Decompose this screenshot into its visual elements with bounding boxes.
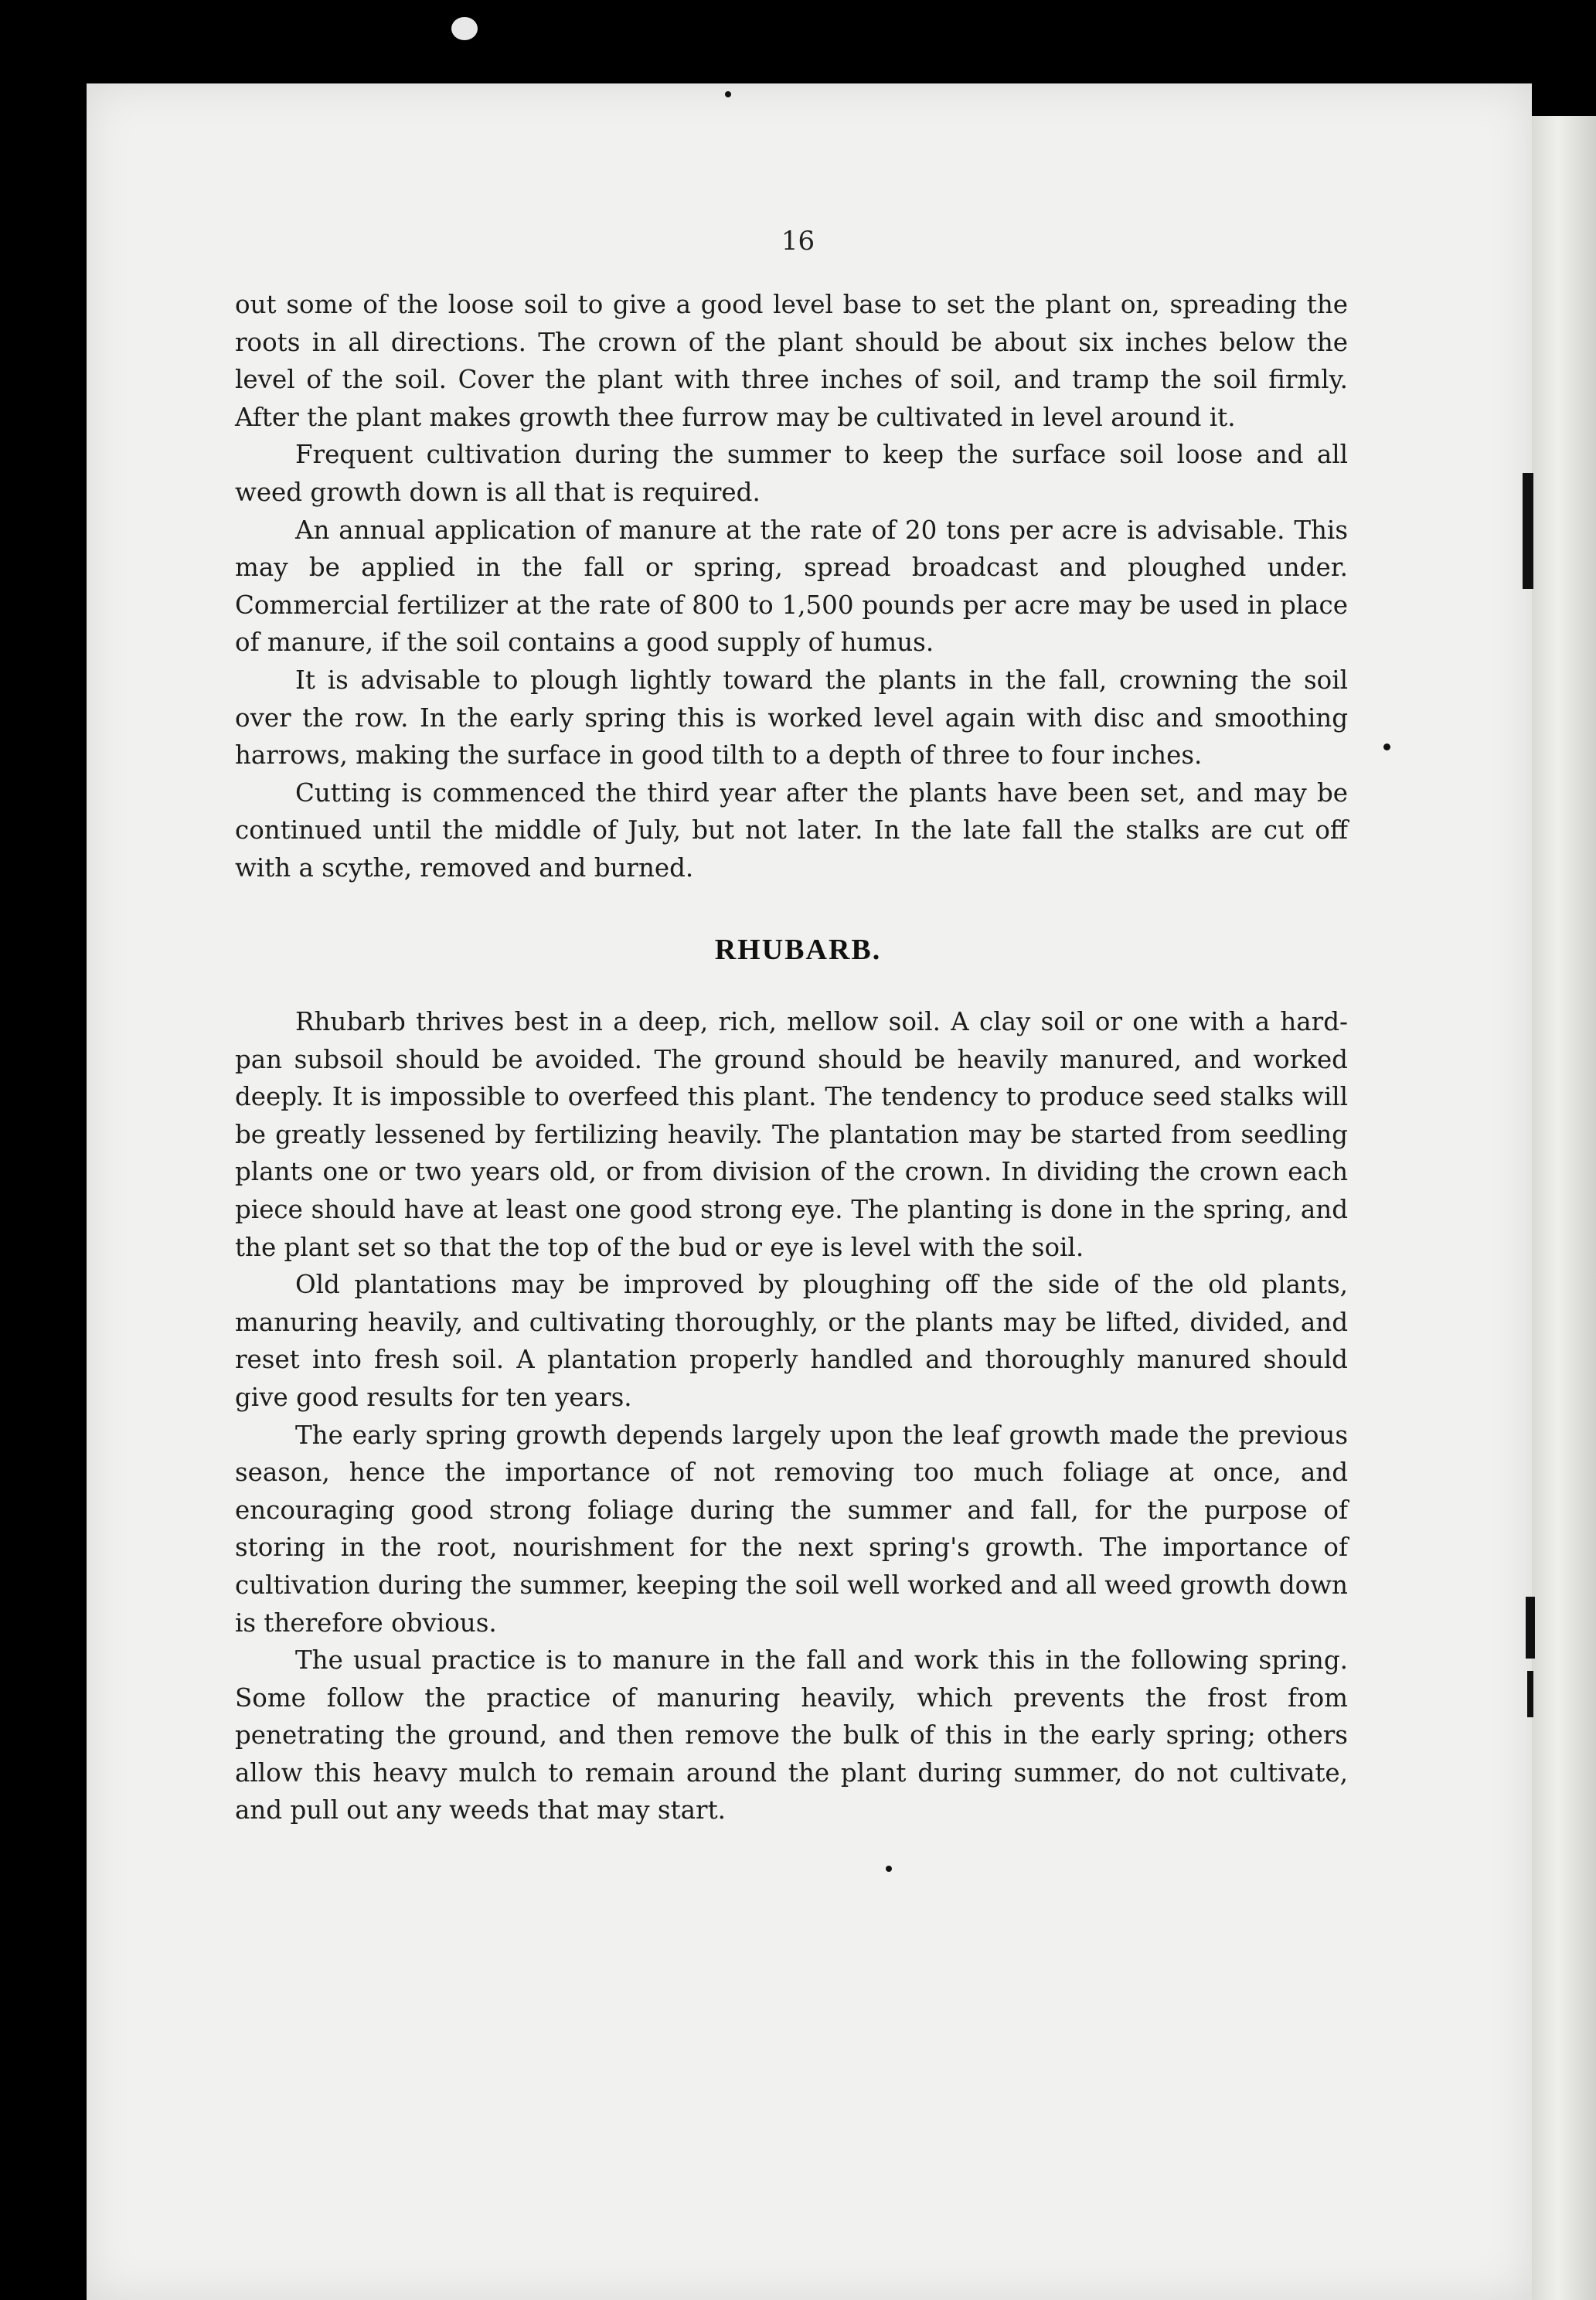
paragraph: Cutting is commenced the third year after the plants have been set, and may be continued until the middle of July, but not later. In the late fall the stalks are cut off with a scythe, removed and burned. <box>235 777 1348 883</box>
paragraph: The usual practice is to manure in the fall and work this in the following spring. Some follow the practice of manuring heavily, which prevents the frost from penetrating the ground, and then remove the bulk of this in the early spring; others allow this heavy mulch to remain around the plant during summer, do not cultivate, and pull out any weeds that may start. <box>235 1645 1348 1825</box>
asparagus-section-text <box>235 286 1348 887</box>
scan-speck <box>451 17 478 40</box>
paragraph: Frequent cultivation during the summer to keep the surface soil loose and all weed growth down is all that is required. <box>235 440 1348 507</box>
scan-mark <box>1527 1671 1533 1717</box>
page-number: 16 <box>781 226 815 257</box>
scan-speck <box>725 91 731 97</box>
paragraph: An annual application of manure at the rate of 20 tons per acre is advisable. This may be applied in the fall or spring, spread broadcast and ploughed under. Commercial fertilizer at the rate of 800 to 1,500 pounds per acre may be used in place of manure, if the soil contains a good supply of humus. <box>235 515 1348 658</box>
rhubarb-section-text <box>235 1003 1348 1829</box>
scan-mark <box>1523 473 1533 589</box>
scan-speck <box>886 1866 892 1872</box>
paragraph: out some of the loose soil to give a good level base to set the plant on, spreading the roots in all directions. The crown of the plant should be about six inches below the level of the soil. Cover the plant with three inches of soil, and tramp the soil firmly. After the plant makes growth thee furrow may be cultivated in level around it. <box>235 290 1348 432</box>
section-heading: RHUBARB. <box>714 934 882 966</box>
paragraph: It is advisable to plough lightly toward the plants in the fall, crowning the soil over the row. In the early spring this is worked level again with disc and smoothing harrows, making the surface in good tilth to a depth of three to four inches. <box>235 665 1348 771</box>
paragraph: Old plantations may be improved by ploughing off the side of the old plants, manuring heavily, and cultivating thoroughly, or the plants may be lifted, divided, and reset into fresh soil. A plantation properly handled and thoroughly manured should give good results for ten years. <box>235 1270 1348 1412</box>
paragraph: Rhubarb thrives best in a deep, rich, mellow soil. A clay soil or one with a hard-pan subsoil should be avoided. The ground should be heavily manured, and worked deeply. It is impossible to overfeed this plant. The tendency to produce seed stalks will be greatly lessened by fertilizing heavily. The plantation may be started from seedling plants one or two years old, or from division of the crown. In dividing the crown each piece should have at least one good strong eye. The planting is done in the spring, and the plant set so that the top of the bud or eye is level with the soil. <box>235 1007 1348 1262</box>
scan-speck <box>1383 743 1390 750</box>
page-edge-shadow <box>1532 116 1596 2300</box>
scan-mark <box>1526 1597 1535 1659</box>
paragraph: The early spring growth depends largely upon the leaf growth made the previous season, hence the importance of not removing too much foliage at once, and encouraging good strong foliage during the summer and fall, for the purpose of storing in the root, nourishment for the next spring's growth. The importance of cultivation during the summer, keeping the soil well worked and all weed growth down is therefore obvious. <box>235 1420 1348 1638</box>
